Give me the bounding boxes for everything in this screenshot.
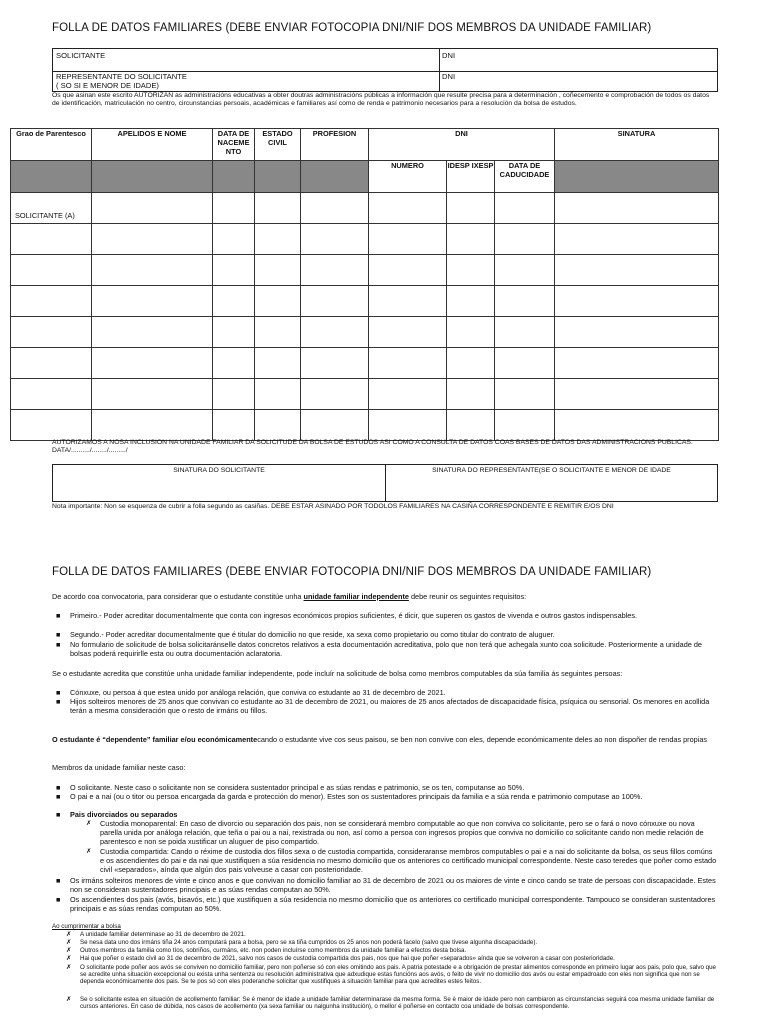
table-cell[interactable] [255, 317, 301, 348]
table-cell[interactable] [301, 410, 369, 441]
header-idesp: IDESP IXESP [447, 161, 495, 193]
members-heading: Membros da unidade familiar neste caso: [52, 763, 186, 772]
table-cell[interactable] [213, 348, 255, 379]
table-row [11, 224, 719, 255]
table-cell[interactable] [301, 193, 369, 224]
header-numero: NUMERO [369, 161, 447, 193]
important-note: Nota importante: Non se esquenza de cubrir a folla segundo as casiñas. DEBE ESTAR ASINADO POR TODOLOS FAMILIARES NA CASIÑA CORRESPONDENTE E REMITIR E/OS DNI [52, 503, 614, 510]
gray-cell [92, 161, 213, 193]
table-cell[interactable] [92, 379, 213, 410]
table-cell[interactable] [255, 348, 301, 379]
table-cell[interactable] [301, 379, 369, 410]
signature-solicitante-label: SINATURA DO SOLICITANTE [173, 467, 265, 474]
x-bullet-icon: ✗ [66, 964, 72, 971]
table-row [11, 348, 719, 379]
table-cell[interactable] [255, 193, 301, 224]
authorization-text: Os que asinan este escrito AUTORIZAN as administracións educativas a obter doutras administracións públicas a información que resulte precisa para a determinación , coñecemento e comprobación de todos os datos de identificación, matriculación no centro, circunstancias persoais, académicas e familiares así como de renda e patrimonio necesarios para a resolución da bolsa de estudos. [52, 92, 710, 108]
table-cell[interactable] [92, 286, 213, 317]
square-bullet-icon: ■ [56, 792, 61, 801]
table-cell[interactable] [301, 224, 369, 255]
table-cell[interactable] [11, 410, 92, 441]
row-solicitante-label: SOLICITANTE (A) [11, 193, 92, 224]
table-cell[interactable] [447, 193, 495, 224]
x-bullet-icon: ✗ [66, 996, 72, 1003]
table-cell[interactable] [369, 255, 447, 286]
table-cell[interactable] [213, 255, 255, 286]
header-data-caducidade: DATA DE CADUCIDADE [495, 161, 555, 193]
square-bullet-icon: ■ [56, 895, 61, 904]
x-bullet-icon: ✗ [86, 848, 92, 855]
inclusion-text: AUTORIZAMOS A NOSA INCLUSION NA UNIDADE FAMILIAR DA SOLICITUDE DA BOLSA DE ESTUDOS ASI COMO A CONSULTA DE DATOS COAS BASES DE DATOS DAS ADMINISTRACIONS PUBLICAS. DATA/........../......../........./ [52, 439, 693, 455]
header-profesion: PROFESION [301, 129, 369, 161]
solicitante-label: SOLICITANTE [56, 51, 106, 60]
table-cell[interactable] [92, 224, 213, 255]
table-cell[interactable] [255, 286, 301, 317]
divider [439, 49, 440, 91]
header-sinatura: SINATURA [555, 129, 719, 161]
gray-cell [11, 161, 92, 193]
x-bullet-icon: ✗ [66, 955, 72, 962]
table-cell[interactable] [447, 379, 495, 410]
footnote-heading: Ao cumprimentar a bolsa [52, 923, 121, 930]
header-data-nacemento: DATA DE NACEME NTO [213, 129, 255, 161]
signature-representante-label: SINATURA DO REPRESENTANTE(SE O SOLICITANTE E MENOR DE IDADE [432, 467, 671, 474]
square-bullet-icon: ■ [56, 611, 61, 620]
table-cell[interactable] [92, 348, 213, 379]
table-cell[interactable] [447, 224, 495, 255]
table-cell[interactable] [301, 286, 369, 317]
table-cell[interactable] [213, 193, 255, 224]
x-bullet-icon: ✗ [86, 820, 92, 827]
table-cell[interactable] [369, 379, 447, 410]
header-apelidos: APELIDOS E NOME [92, 129, 213, 161]
table-cell[interactable] [495, 317, 555, 348]
table-cell[interactable] [213, 379, 255, 410]
table-cell[interactable] [555, 317, 719, 348]
table-cell[interactable] [369, 410, 447, 441]
table-row [11, 286, 719, 317]
x-bullet-icon: ✗ [66, 939, 72, 946]
table-cell[interactable] [555, 255, 719, 286]
table-cell[interactable] [555, 224, 719, 255]
header-grao: Grao de Parentesco [11, 129, 92, 161]
table-cell[interactable] [301, 255, 369, 286]
table-cell[interactable] [213, 410, 255, 441]
table-cell[interactable] [92, 193, 213, 224]
table-cell[interactable] [447, 286, 495, 317]
square-bullet-icon: ■ [56, 810, 61, 819]
square-bullet-icon: ■ [56, 630, 61, 639]
table-cell[interactable] [11, 255, 92, 286]
applicant-header-box [52, 48, 718, 92]
dni-label: DNI [442, 51, 456, 60]
table-row [11, 410, 719, 441]
page-title-2: FOLLA DE DATOS FAMILIARES (DEBE ENVIAR FOTOCOPIA DNI/NIF DOS MEMBROS DA UNIDADE FAMILIAR) [52, 566, 652, 578]
square-bullet-icon: ■ [56, 697, 61, 706]
table-cell[interactable] [92, 410, 213, 441]
dni2-label: DNI [442, 72, 456, 81]
table-cell[interactable] [369, 317, 447, 348]
table-cell[interactable] [11, 224, 92, 255]
family-members-table [10, 128, 719, 441]
dependent-definition: O estudante é “dependente” familiar e/ou económicamentecando o estudante vive cos seus paisou, se ben non convive con eles, depende económicamente deles ao non dispoñer de rendas propias [52, 735, 708, 744]
table-cell[interactable] [555, 348, 719, 379]
table-cell[interactable] [447, 317, 495, 348]
table-cell[interactable] [255, 255, 301, 286]
square-bullet-icon: ■ [56, 688, 61, 697]
independent-intro: De acordo coa convocatoria, para considerar que o estudante constitúe unha unidade familiar independente debe reunir os seguintes requisitos: [52, 592, 527, 601]
table-cell[interactable] [369, 193, 447, 224]
header-dni: DNI [369, 129, 555, 161]
table-cell[interactable] [495, 286, 555, 317]
table-row [11, 379, 719, 410]
table-cell[interactable] [301, 348, 369, 379]
independent-members-intro: Se o estudante acredita que constitúe unha unidade familiar independente, pode incluír na solicitude de bolsa como membros computables da súa familia ás seguintes persoas: [52, 669, 623, 678]
gray-cell [213, 161, 255, 193]
table-cell[interactable] [213, 286, 255, 317]
gray-cell [301, 161, 369, 193]
table-cell[interactable] [255, 224, 301, 255]
table-cell[interactable] [555, 379, 719, 410]
square-bullet-icon: ■ [56, 640, 61, 649]
table-cell[interactable] [495, 379, 555, 410]
table-cell[interactable] [369, 224, 447, 255]
table-cell[interactable] [369, 286, 447, 317]
signature-box [52, 464, 718, 502]
table-row [11, 317, 719, 348]
table-cell[interactable] [92, 317, 213, 348]
page-title: FOLLA DE DATOS FAMILIARES (DEBE ENVIAR FOTOCOPIA DNI/NIF DOS MEMBROS DA UNIDADE FAMILIAR) [52, 22, 652, 34]
table-cell[interactable] [447, 255, 495, 286]
table-cell[interactable] [213, 224, 255, 255]
table-cell[interactable] [11, 317, 92, 348]
table-cell[interactable] [495, 193, 555, 224]
table-cell[interactable] [447, 348, 495, 379]
representante-label: REPRESENTANTE DO SOLICITANTE [56, 72, 187, 81]
x-bullet-icon: ✗ [66, 931, 72, 938]
table-cell[interactable] [92, 255, 213, 286]
representante-note: ( SO SI E MENOR DE IDADE) [56, 81, 159, 90]
table-cell[interactable] [495, 255, 555, 286]
table-cell[interactable] [11, 286, 92, 317]
table-cell[interactable] [555, 286, 719, 317]
table-cell[interactable] [213, 317, 255, 348]
table-row [11, 255, 719, 286]
table-cell[interactable] [555, 410, 719, 441]
table-cell[interactable] [555, 193, 719, 224]
gray-cell [255, 161, 301, 193]
table-cell[interactable] [11, 379, 92, 410]
table-cell[interactable] [495, 348, 555, 379]
square-bullet-icon: ■ [56, 783, 61, 792]
table-cell[interactable] [255, 379, 301, 410]
table-cell[interactable] [447, 410, 495, 441]
header-estado-civil: ESTADO CIVIL [255, 129, 301, 161]
gray-cell [555, 161, 719, 193]
table-cell[interactable] [255, 410, 301, 441]
table-cell[interactable] [495, 224, 555, 255]
table-cell[interactable] [301, 317, 369, 348]
table-cell[interactable] [11, 348, 92, 379]
table-cell[interactable] [369, 348, 447, 379]
square-bullet-icon: ■ [56, 876, 61, 885]
x-bullet-icon: ✗ [66, 947, 72, 954]
table-cell[interactable] [495, 410, 555, 441]
